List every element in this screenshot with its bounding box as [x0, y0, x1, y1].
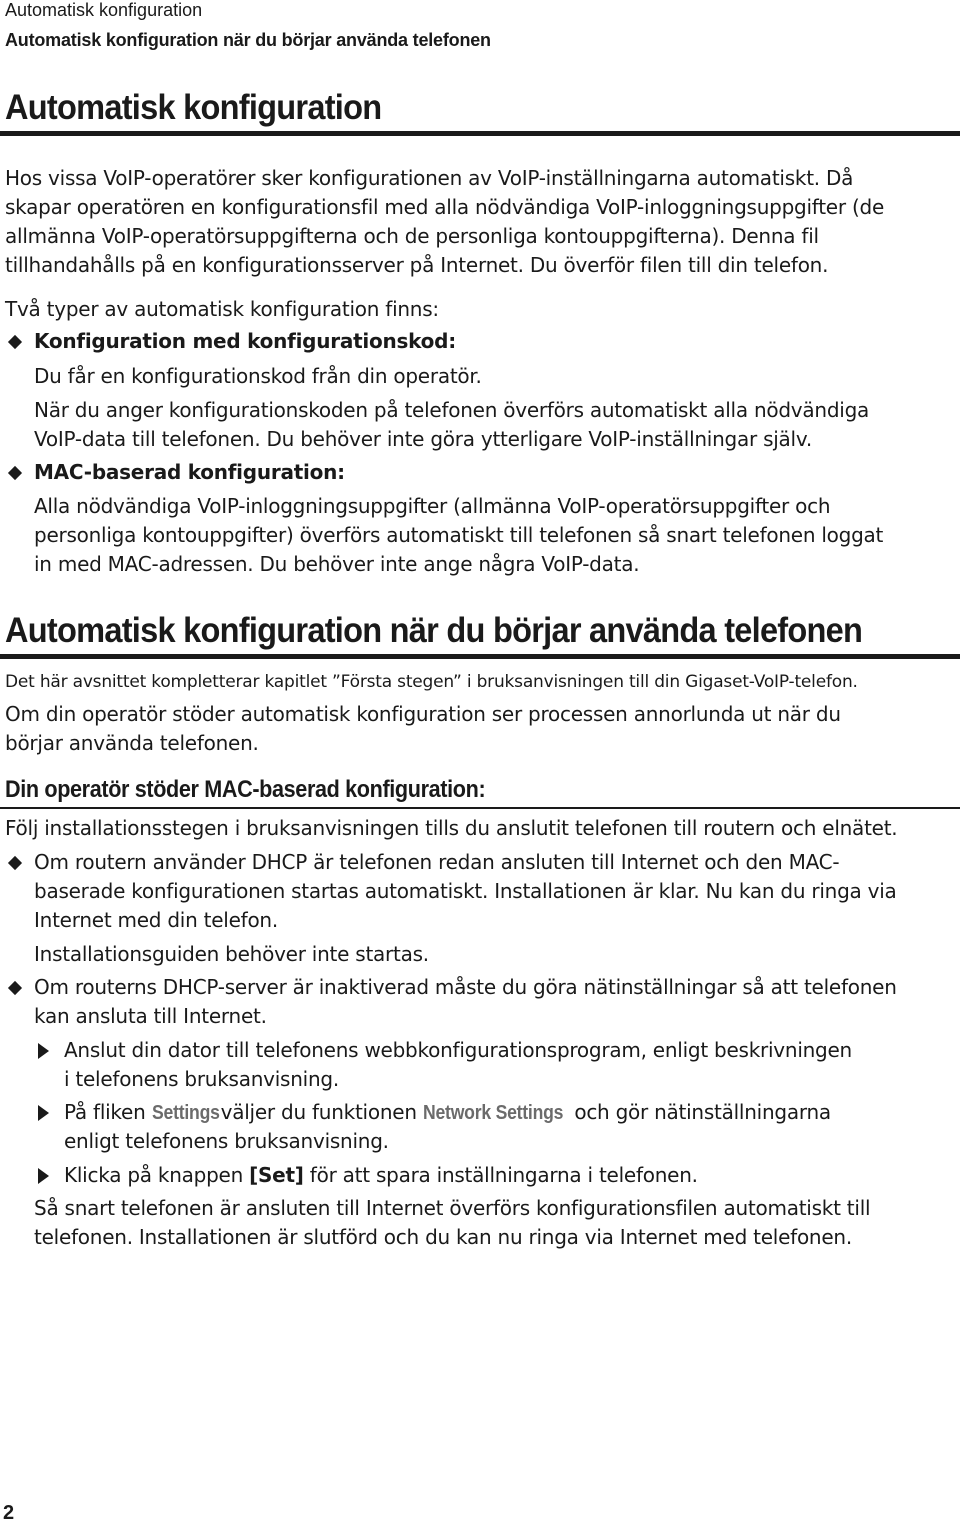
step-arrow-icon — [38, 1043, 49, 1059]
paragraph-line: Om din operatör stöder automatisk konfiguration ser processen annorlunda ut när du — [5, 702, 841, 726]
running-header — [5, 0, 491, 51]
step3-line — [64, 1161, 960, 1190]
type1-line: När du anger konfigurationskoden på telefonen överförs automatiskt alla nödvändiga — [34, 398, 870, 422]
bullet1-line: Internet med din telefon. — [34, 908, 278, 932]
diamond-bullet-icon — [9, 336, 21, 348]
step-arrow-icon — [38, 1168, 49, 1184]
step3-prefix: Klicka på knappen — [64, 1163, 244, 1187]
network-settings-function-name: Network Settings — [422, 1102, 564, 1124]
paragraph-line: allmänna VoIP-operatörsuppgifterna och de personliga kontouppgifterna). Denna fil — [5, 224, 819, 248]
step2-middle: väljer du funktionen — [220, 1100, 417, 1124]
type1-line: Du får en konfigurationskod från din operatör. — [34, 364, 482, 388]
paragraph-line: Följ installationsstegen i bruksanvisningen tills du anslutit telefonen till routern och elnätet. — [5, 816, 898, 840]
paragraph-line: börjar använda telefonen. — [5, 731, 259, 755]
bullet2-line: Om routerns DHCP-server är inaktiverad måste du göra nätinställningar så att telefonen — [34, 975, 897, 999]
step3-suffix: för att spara inställningarna i telefonen. — [309, 1163, 698, 1187]
type2-line: in med MAC-adressen. Du behöver inte ange några VoIP-data. — [34, 552, 640, 576]
step2-prefix: På fliken — [64, 1100, 146, 1124]
page-number: 2 — [3, 1502, 15, 1524]
set-button-label: [Set] — [249, 1163, 304, 1187]
section-title-automatisk-konfiguration: Automatisk konfiguration — [5, 88, 382, 127]
step2-line — [64, 1098, 960, 1128]
section-rule — [0, 131, 960, 136]
subsection-rule — [0, 807, 960, 809]
paragraph-line: skapar operatören en konfigurationsfil med alla nödvändiga VoIP-inloggningsuppgifter (de — [5, 195, 884, 219]
diamond-bullet-icon — [9, 857, 21, 869]
type1-title: Konfiguration med konfigurationskod: — [34, 329, 456, 353]
paragraph-line: Hos vissa VoIP-operatörer sker konfigurationen av VoIP-inställningarna automatiskt. Då — [5, 166, 854, 190]
closing-line: telefonen. Installationen är slutförd och du kan nu ringa via Internet med telefonen. — [34, 1225, 852, 1249]
step-arrow-icon — [38, 1105, 49, 1121]
running-header-section: Automatisk konfiguration — [5, 0, 203, 20]
section-note: Det här avsnittet kompletterar kapitlet ”Första stegen” i bruksanvisningen till din Gigaset-VoIP-telefon. — [5, 672, 858, 692]
settings-tab-name: Settings — [151, 1102, 220, 1124]
closing-line: Så snart telefonen är ansluten till Internet överförs konfigurationsfilen automatiskt till — [34, 1196, 871, 1220]
section-title-automatisk-konfiguration-telefonen: Automatisk konfiguration när du börjar använda telefonen — [5, 611, 863, 650]
type2-title: MAC-baserad konfiguration: — [34, 460, 345, 484]
bullet1-line: Om routern använder DHCP är telefonen redan ansluten till Internet och den MAC- — [34, 850, 840, 874]
bullet2-line: kan ansluta till Internet. — [34, 1004, 267, 1028]
running-header-subsection: Automatisk konfiguration när du börjar använda telefonen — [5, 30, 491, 50]
paragraph-line: tillhandahålls på en konfigurationsserver på Internet. Du överför filen till din telefon. — [5, 253, 829, 277]
types-intro: Två typer av automatisk konfiguration finns: — [5, 297, 439, 321]
type1-line: VoIP-data till telefonen. Du behöver inte göra ytterligare VoIP-inställningar själv. — [34, 427, 812, 451]
step1-line: i telefonens bruksanvisning. — [64, 1067, 339, 1091]
subsection-title-mac-baserad: Din operatör stöder MAC-baserad konfiguration: — [5, 776, 486, 803]
step2-suffix: och gör nätinställningarna — [574, 1100, 831, 1124]
type2-line: personliga kontouppgifter) överförs automatiskt till telefonen så snart telefonen loggat — [34, 523, 884, 547]
step2-line2: enligt telefonens bruksanvisning. — [64, 1129, 389, 1153]
step1-line: Anslut din dator till telefonens webbkonfigurationsprogram, enligt beskrivningen — [64, 1038, 852, 1062]
diamond-bullet-icon — [9, 467, 21, 479]
type2-line: Alla nödvändiga VoIP-inloggningsuppgifter (allmänna VoIP-operatörsuppgifter och — [34, 494, 831, 518]
bullet1-line: baserade konfigurationen startas automatiskt. Installationen är klar. Nu kan du ringa via — [34, 879, 897, 903]
section-rule — [0, 654, 960, 659]
diamond-bullet-icon — [9, 982, 21, 994]
bullet1-note: Installationsguiden behöver inte startas. — [34, 942, 429, 966]
